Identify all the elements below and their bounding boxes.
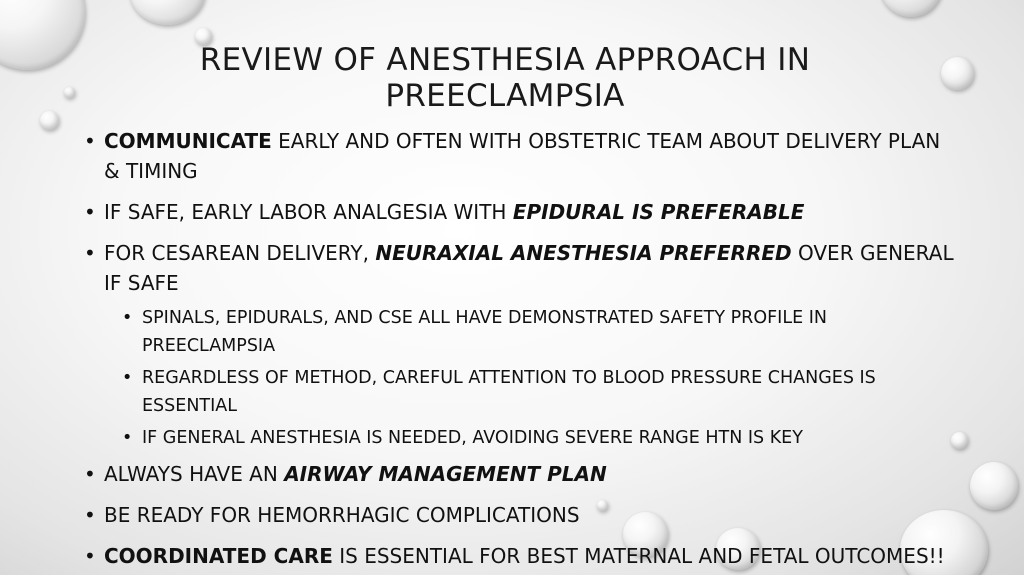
bullet-marker: • [122, 428, 133, 448]
sub-bullet-text: IF GENERAL ANESTHESIA IS NEEDED, AVOIDING SEVERE RANGE HTN IS KEY [142, 428, 803, 448]
emphasis-text: COMMUNICATE [104, 129, 272, 153]
bullet-text: OVER GENERAL IF SAFE [104, 241, 954, 295]
bullet-text: IS ESSENTIAL FOR BEST MATERNAL AND FETAL OUTCOMES!! [332, 544, 945, 568]
bullet-item [84, 197, 954, 227]
sub-bullet-item [122, 424, 954, 452]
water-drop-decoration [40, 111, 59, 130]
sub-bullet-text: REGARDLESS OF METHOD, CAREFUL ATTENTION TO BLOOD PRESSURE CHANGES IS ESSENTIAL [142, 368, 876, 416]
emphasis-text: NEURAXIAL ANESTHESIA PREFERRED [375, 241, 792, 265]
bullet-marker: • [84, 544, 96, 568]
sub-bullet-list [122, 304, 954, 452]
sub-bullet-text: SPINALS, EPIDURALS, AND CSE ALL HAVE DEMONSTRATED SAFETY PROFILE IN PREECLAMPSIA [142, 308, 827, 356]
bullet-text: ALWAYS HAVE AN [104, 462, 285, 486]
water-drop-decoration [64, 87, 75, 98]
bullet-list [84, 126, 954, 575]
water-drop-decoration [0, 0, 85, 70]
bullet-text: EARLY AND OFTEN WITH OBSTETRIC TEAM ABOUT DELIVERY PLAN & TIMING [104, 129, 941, 183]
bullet-text: IF SAFE, EARLY LABOR ANALGESIA WITH [104, 200, 513, 224]
sub-bullet-item [122, 304, 954, 360]
water-drop-decoration [880, 0, 942, 17]
bullet-marker: • [84, 462, 96, 486]
bullet-marker: • [84, 241, 96, 265]
bullet-marker: • [84, 503, 96, 527]
emphasis-text: AIRWAY MANAGEMENT PLAN [284, 462, 607, 486]
bullet-text: FOR CESAREAN DELIVERY, [104, 241, 376, 265]
water-drop-decoration [130, 0, 205, 25]
bullet-item [84, 541, 954, 571]
bullet-marker: • [84, 200, 96, 224]
emphasis-text: EPIDURAL IS PREFERABLE [512, 200, 805, 224]
bullet-marker: • [122, 308, 133, 328]
emphasis-text: COORDINATED CARE [104, 544, 333, 568]
bullet-marker: • [122, 368, 133, 388]
bullet-item [84, 238, 954, 298]
slide-title: REVIEW OF ANESTHESIA APPROACH IN PREECLAMPSIA [199, 42, 811, 114]
bullet-marker: • [84, 129, 96, 153]
bullet-text: BE READY FOR HEMORRHAGIC COMPLICATIONS [104, 503, 580, 527]
water-drop-decoration [970, 462, 1018, 510]
bullet-item [84, 500, 954, 530]
bullet-item [84, 459, 954, 489]
water-drop-decoration [941, 57, 974, 90]
bullet-item [84, 126, 954, 186]
sub-bullet-item [122, 364, 954, 420]
